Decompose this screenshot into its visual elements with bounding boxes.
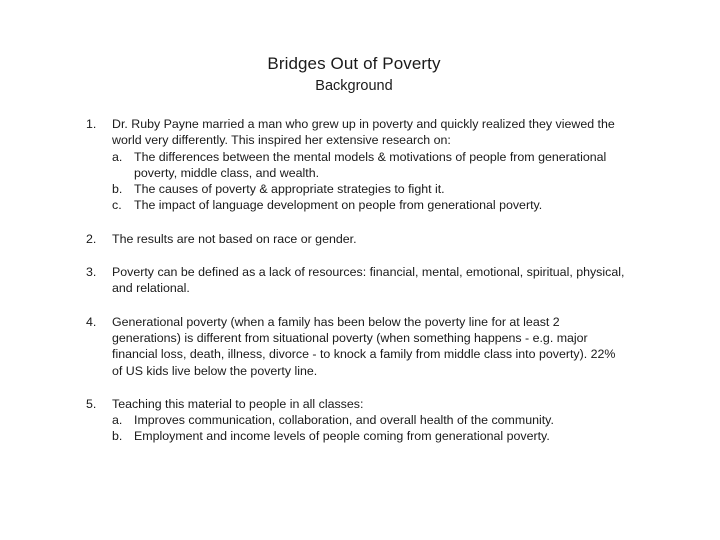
sub-list-item xyxy=(112,197,626,213)
sub-list-item-text: Improves communication, collaboration, and overall health of the community. xyxy=(134,413,554,428)
list-item xyxy=(86,314,626,379)
list-item-text: Dr. Ruby Payne married a man who grew up in poverty and quickly realized they viewed the world very differently. This inspired her extensive research on: xyxy=(112,117,615,148)
page-subtitle: Background xyxy=(315,78,393,94)
list-item xyxy=(86,396,626,445)
list-item xyxy=(86,264,626,297)
list-item-text: The results are not based on race or gender. xyxy=(112,231,357,246)
sub-list-item xyxy=(112,149,626,182)
sub-list-item-text: Employment and income levels of people coming from generational poverty. xyxy=(134,429,550,444)
list-item xyxy=(86,231,626,247)
list-item-number: 4. xyxy=(86,314,97,329)
list-item-number: 5. xyxy=(86,396,97,411)
sub-list-item-text: The differences between the mental models & motivations of people from generational poverty, middle class, and wealth. xyxy=(134,149,607,180)
sub-list-item-text: The impact of language development on people from generational poverty. xyxy=(134,198,543,213)
sub-list-item xyxy=(112,412,626,428)
list-item-number: 1. xyxy=(86,117,97,131)
sub-list-item-letter: c. xyxy=(112,198,122,213)
sub-list-item-text: The causes of poverty & appropriate strategies to fight it. xyxy=(134,182,445,197)
list-item xyxy=(86,116,626,214)
list-item-number: 2. xyxy=(86,231,97,246)
sub-list-item-letter: a. xyxy=(112,149,123,164)
sub-list-item-letter: b. xyxy=(112,182,123,197)
list-item-number: 3. xyxy=(86,265,97,280)
sub-list-item-letter: b. xyxy=(112,429,123,444)
sub-list-item xyxy=(112,428,626,444)
sub-list-item-letter: a. xyxy=(112,413,123,428)
sub-list-item xyxy=(112,181,626,197)
list-item-text: Generational poverty (when a family has been below the poverty line for at least 2 generations) is different from situational poverty (when something happens - e.g. major financial loss, death, illness, divorce - to knock a family from middle class into poverty). 22% of US kids live below the poverty line. xyxy=(112,314,616,378)
list-item-text: Poverty can be defined as a lack of resources: financial, mental, emotional, spiritual, physical, and relational. xyxy=(112,265,625,296)
page-title: Bridges Out of Poverty xyxy=(267,54,441,73)
numbered-list xyxy=(86,116,626,445)
list-item-text: Teaching this material to people in all classes: xyxy=(112,396,364,411)
